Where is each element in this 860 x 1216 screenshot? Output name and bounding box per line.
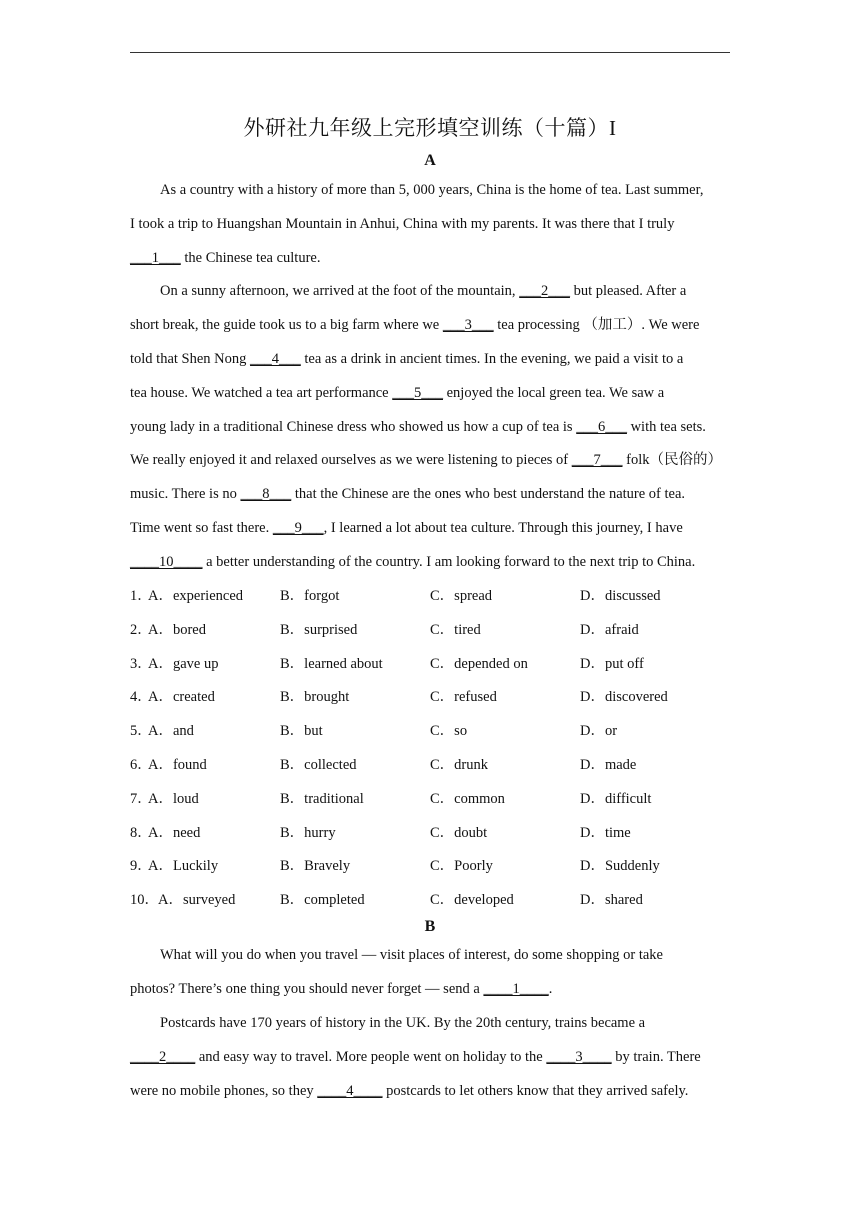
passage-line xyxy=(130,418,706,436)
passage-text: with tea sets. xyxy=(626,418,706,435)
option-c: C．developed xyxy=(430,892,514,909)
option-d: D．Suddenly xyxy=(580,858,660,875)
document-title: 外研社九年级上完形填空训练（十篇）I xyxy=(243,116,617,140)
answer-blank: ___5___ xyxy=(392,384,443,401)
answer-blank: ___8___ xyxy=(240,486,292,503)
option-b: B．forgot xyxy=(280,588,340,604)
answer-blank: ___3___ xyxy=(442,317,494,334)
passage-text: by train. There xyxy=(611,1049,701,1065)
question-number: 2． xyxy=(130,621,152,638)
option-b: B．surprised xyxy=(280,621,358,638)
option-d: D．afraid xyxy=(580,621,639,638)
option-a: A．loud xyxy=(148,790,199,807)
option-c: C．refused xyxy=(430,689,497,706)
question-number: 3． xyxy=(130,655,152,672)
passage-text: music. There is no xyxy=(130,486,241,503)
answer-blank: ____1____ xyxy=(483,981,549,997)
passage-text: We really enjoyed it and relaxed ourselves as we were listening to pieces of xyxy=(130,452,572,469)
option-c: C．common xyxy=(430,790,505,807)
option-a: A．Luckily xyxy=(148,858,219,875)
option-b: B．brought xyxy=(280,689,350,706)
option-a: A．gave up xyxy=(148,655,219,672)
option-c: C．doubt xyxy=(430,824,488,841)
option-d: D．put off xyxy=(580,655,644,672)
passage-text: As a country with a history of more than 5, 000 years, China is the home of tea. Last summer, xyxy=(160,182,704,198)
passage-text: the Chinese tea culture. xyxy=(180,249,321,266)
option-b: B．learned about xyxy=(280,655,383,672)
passage-text: short break, the guide took us to a big farm where we xyxy=(130,317,443,334)
section-a-heading: A xyxy=(424,152,436,169)
passage-text: What will you do when you travel — visit places of interest, do some shopping or take xyxy=(160,947,663,963)
option-a: A．experienced xyxy=(148,588,244,604)
option-c: C．Poorly xyxy=(430,858,493,875)
answer-blank: ____10____ xyxy=(130,553,203,570)
answer-blank: ___7___ xyxy=(571,452,623,469)
passage-text: enjoyed the local green tea. We saw a xyxy=(443,384,665,401)
passage-line xyxy=(130,485,685,503)
passage-text: On a sunny afternoon, we arrived at the foot of the mountain, xyxy=(160,283,520,300)
option-b: B．traditional xyxy=(280,790,364,807)
answer-blank: ___4___ xyxy=(250,351,301,367)
answer-blank: ___9___ xyxy=(272,520,324,536)
answer-blank: ___6___ xyxy=(576,418,627,435)
passage-line xyxy=(160,1014,645,1032)
passage-text: I took a trip to Huangshan Mountain in Anhui, China with my parents. It was there that I truly xyxy=(130,215,675,232)
passage-line xyxy=(130,519,683,537)
passage-text: tea house. We watched a tea art performance xyxy=(130,384,393,401)
passage-text: Time went so fast there. xyxy=(130,520,273,536)
passage-text: . xyxy=(548,981,553,997)
option-c: C．so xyxy=(430,723,468,740)
question-number: 9． xyxy=(130,858,152,875)
answer-blank: ____4____ xyxy=(317,1083,383,1099)
option-a: A．and xyxy=(148,723,194,740)
option-d: D．discovered xyxy=(580,689,668,706)
passage-text: a better understanding of the country. I am looking forward to the next trip to China. xyxy=(202,553,696,570)
option-c: C．spread xyxy=(430,588,493,604)
passage-line xyxy=(130,980,552,998)
question-number: 8． xyxy=(130,824,152,841)
option-c: C．tired xyxy=(430,621,481,638)
passage-text: were no mobile phones, so they xyxy=(130,1083,318,1099)
passage-line xyxy=(130,316,699,334)
passage-line xyxy=(160,181,703,199)
option-c: C．drunk xyxy=(430,757,488,773)
option-d: D．shared xyxy=(580,892,643,909)
passage-text: folk（民俗的） xyxy=(622,452,722,469)
passage-line xyxy=(130,451,722,469)
passage-text: that the Chinese are the ones who best understand the nature of tea. xyxy=(291,486,686,503)
option-b: B．Bravely xyxy=(280,858,351,875)
passage-text: young lady in a traditional Chinese dress who showed us how a cup of tea is xyxy=(130,418,577,435)
passage-line xyxy=(130,1048,701,1066)
passage-line xyxy=(130,384,664,402)
option-a: A．created xyxy=(148,689,215,706)
option-d: D．or xyxy=(580,723,618,740)
passage-text: but pleased. After a xyxy=(569,283,687,300)
option-d: D．difficult xyxy=(580,790,652,807)
option-b: B．completed xyxy=(280,892,365,909)
option-d: D．made xyxy=(580,757,637,773)
option-d: D．time xyxy=(580,824,631,841)
option-a: A．surveyed xyxy=(158,892,236,909)
option-c: C．depended on xyxy=(430,655,528,672)
question-number: 6． xyxy=(130,757,152,773)
passage-text: postcards to let others know that they arrived safely. xyxy=(382,1083,689,1099)
header-rule xyxy=(130,52,730,53)
option-a: A．need xyxy=(148,824,201,841)
passage-line xyxy=(130,350,683,368)
passage-line xyxy=(130,249,320,267)
passage-text: told that Shen Nong xyxy=(130,351,251,367)
passage-text: , I learned a lot about tea culture. Through this journey, I have xyxy=(323,520,683,536)
option-b: B．hurry xyxy=(280,824,336,841)
question-number: 1． xyxy=(130,588,152,604)
passage-line xyxy=(160,946,663,964)
passage-text: Postcards have 170 years of history in the UK. By the 20th century, trains became a xyxy=(160,1015,646,1031)
answer-blank: ____2____ xyxy=(130,1049,196,1065)
passage-line xyxy=(130,553,695,571)
answer-blank: ___1___ xyxy=(130,249,181,266)
option-a: A．found xyxy=(148,757,207,773)
question-number: 5． xyxy=(130,723,152,740)
question-number: 10． xyxy=(130,892,159,909)
passage-line xyxy=(160,282,686,300)
passage-text: tea as a drink in ancient times. In the evening, we paid a visit to a xyxy=(300,351,684,367)
passage-text: photos? There’s one thing you should never forget — send a xyxy=(130,981,484,997)
passage-text: and easy way to travel. More people went on holiday to the xyxy=(195,1049,547,1065)
option-a: A．bored xyxy=(148,621,206,638)
option-b: B．but xyxy=(280,723,323,740)
question-number: 4． xyxy=(130,689,152,706)
section-b-heading: B xyxy=(424,918,436,935)
option-b: B．collected xyxy=(280,757,357,773)
passage-line xyxy=(130,215,674,233)
answer-blank: ____3____ xyxy=(546,1049,612,1065)
passage-text: tea processing （加工）. We were xyxy=(493,317,700,334)
passage-line xyxy=(130,1082,688,1100)
question-number: 7． xyxy=(130,790,152,807)
answer-blank: ___2___ xyxy=(519,283,570,300)
option-d: D．discussed xyxy=(580,588,661,604)
